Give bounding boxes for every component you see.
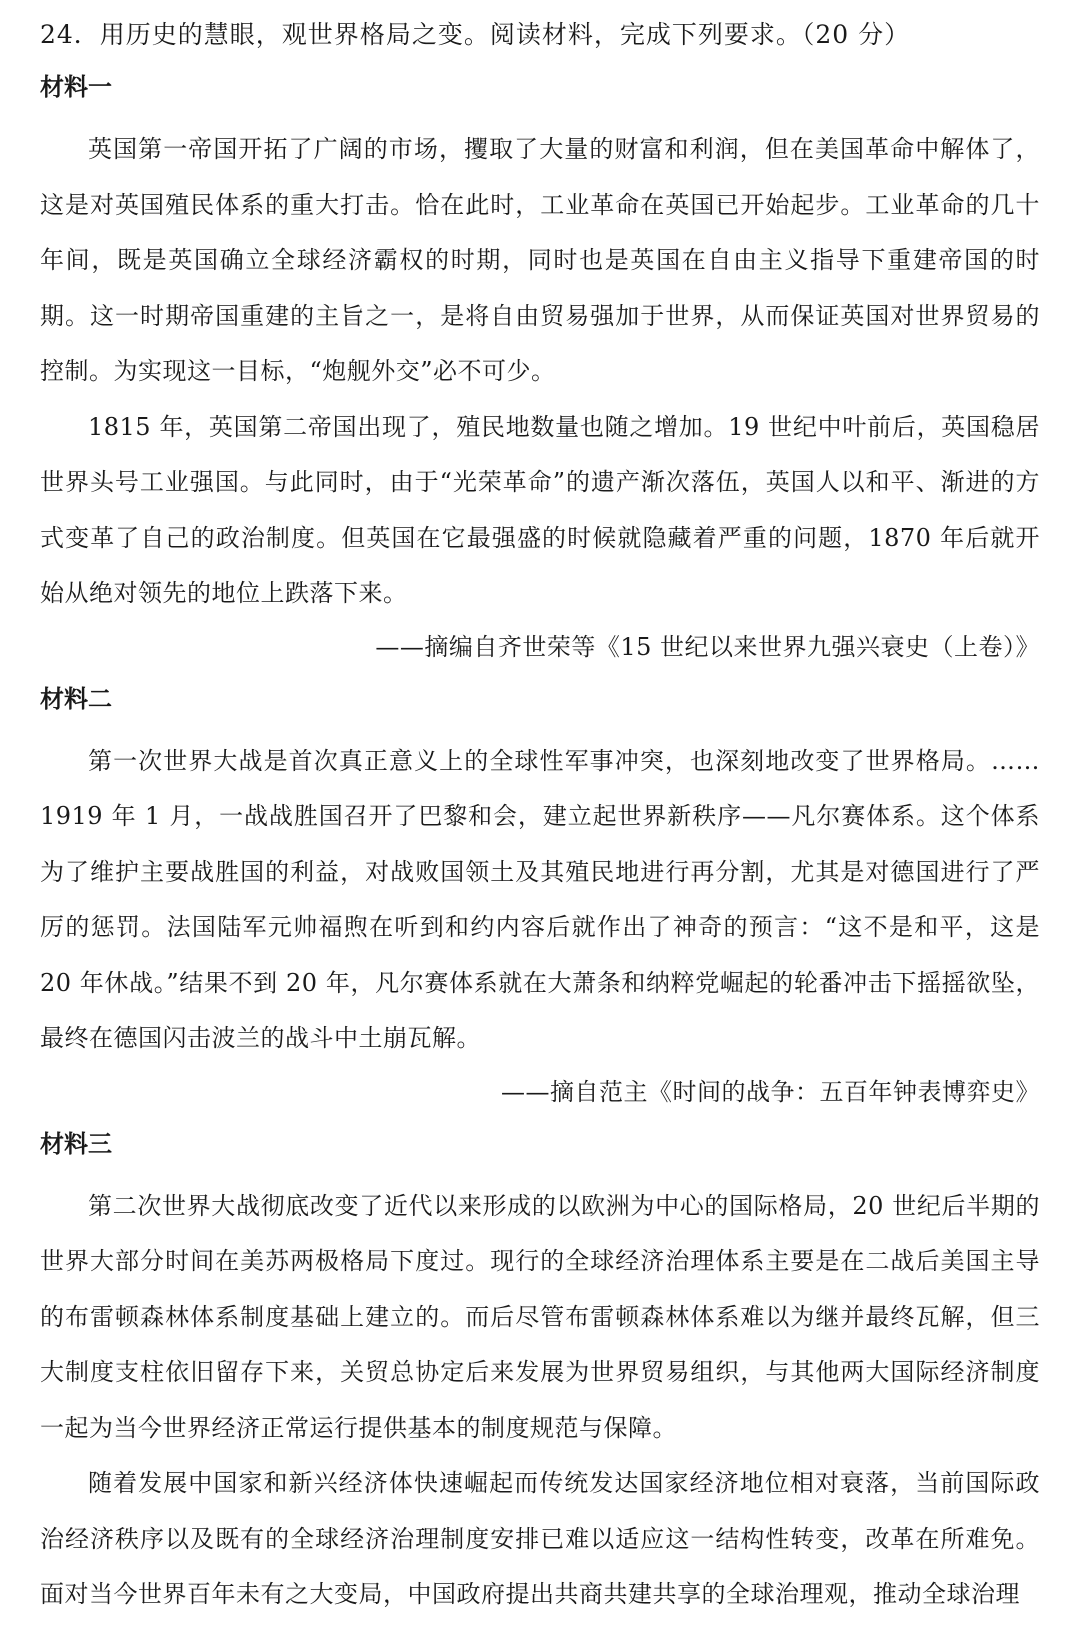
material-1-source: ——摘编自齐世荣等《15 世纪以来世界九强兴衰史（上卷）》 — [375, 632, 1040, 661]
material-3-paragraph-1: 第二次世界大战彻底改变了近代以来形成的以欧洲为中心的国际格局，20 世纪后半期的世界大部分时间在美苏两极格局下度过。现行的全球经济治理体系主要是在二战后美国主导的布雷顿森林体系制度基础上建立的。而后尽管布雷顿森林体系难以为继并最终瓦解，但三大制度支柱依旧留存下来，关贸总协定后来发展为世界贸易组织，与其他两大国际经济制度一起为当今世界经济正常运行提供基本的制度规范与保障。 — [40, 1191, 1040, 1442]
exam-page — [40, 20, 1040, 1623]
material-2 — [40, 684, 1040, 1107]
material-1-paragraph-2: 1815 年，英国第二帝国出现了，殖民地数量也随之增加。19 世纪中叶前后，英国稳居世界头号工业强国。与此同时，由于“光荣革命”的遗产渐次落伍，英国人以和平、渐进的方式变革了自己的政治制度。但英国在它最强盛的时候就隐藏着严重的问题，1870 年后就开始从绝对领先的地位上跌落下来。 — [40, 412, 1040, 607]
material-3-paragraph-2: 随着发展中国家和新兴经济体快速崛起而传统发达国家经济地位相对衰落，当前国际政治经济秩序以及既有的全球经济治理制度安排已难以适应这一结构性转变，改革在所难免。面对当今世界百年未有之大变局，中国政府提出共商共建共享的全球治理观，推动全球治理 — [40, 1469, 1040, 1608]
material-3-heading: 材料三 — [40, 1129, 112, 1158]
material-2-heading: 材料二 — [40, 684, 112, 713]
material-3 — [40, 1129, 1040, 1623]
material-2-paragraph-1: 第一次世界大战是首次真正意义上的全球性军事冲突，也深刻地改变了世界格局。……1919 年 1 月，一战战胜国召开了巴黎和会，建立起世界新秩序——凡尔赛体系。这个体系为了维护主要战胜国的利益，对战败国领土及其殖民地进行再分割，尤其是对德国进行了严厉的惩罚。法国陆军元帅福煦在听到和约内容后就作出了神奇的预言：“这不是和平，这是 20 年休战。”结果不到 20 年，凡尔赛体系就在大萧条和纳粹党崛起的轮番冲击下摇摇欲坠，最终在德国闪击波兰的战斗中土崩瓦解。 — [40, 746, 1040, 1052]
material-1 — [40, 72, 1040, 662]
material-2-source: ——摘自范主《时间的战争：五百年钟表博弈史》 — [501, 1077, 1040, 1106]
material-1-paragraph-1: 英国第一帝国开拓了广阔的市场，攫取了大量的财富和利润，但在美国革命中解体了，这是对英国殖民体系的重大打击。恰在此时，工业革命在英国已开始起步。工业革命的几十年间，既是英国确立全球经济霸权的时期，同时也是英国在自由主义指导下重建帝国的时期。这一时期帝国重建的主旨之一，是将自由贸易强加于世界，从而保证英国对世界贸易的控制。为实现这一目标，“炮舰外交”必不可少。 — [40, 135, 1040, 385]
question-title: 24．用历史的慧眼，观世界格局之变。阅读材料，完成下列要求。（20 分） — [40, 20, 911, 49]
material-1-heading: 材料一 — [40, 73, 112, 101]
